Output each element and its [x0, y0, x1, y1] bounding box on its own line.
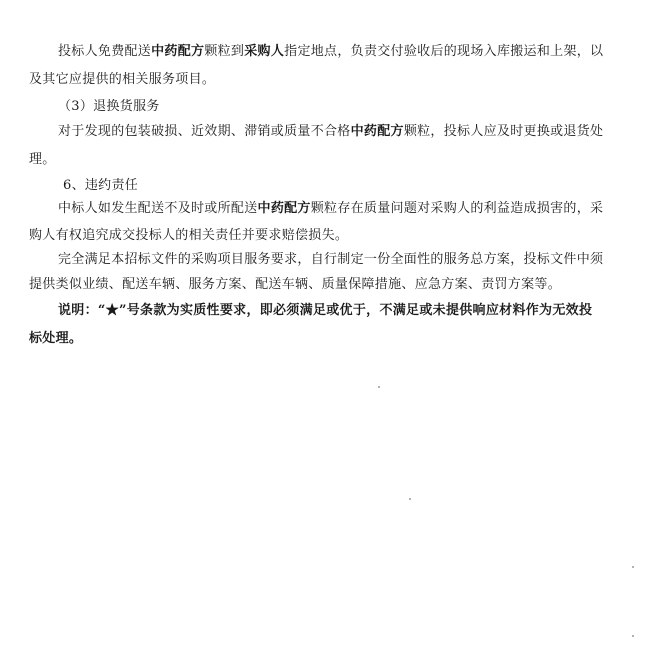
scan-speck	[632, 635, 634, 637]
emphasis-text: 中药配方	[151, 44, 205, 59]
scan-speck	[409, 498, 411, 500]
emphasis-text: 中药配方	[350, 124, 404, 139]
text-segment: 到	[230, 44, 245, 59]
paragraph-liability-line-1	[58, 201, 603, 217]
text-segment: 颗粒	[204, 44, 231, 59]
text-segment: 存在质量问题对采购人的利益造成损害的，采	[337, 201, 604, 216]
paragraph-requirements-line-2: 提供类似业绩、配送车辆、服务方案、配送车辆、质量保障措施、应急方案、责罚方案等。	[29, 277, 562, 292]
paragraph-requirements-line-1: 完全满足本招标文件的采购项目服务要求，自行制定一份全面性的服务总方案，投标文件中须	[58, 252, 604, 267]
paragraph-return-line-2: 理。	[29, 152, 56, 167]
paragraph-delivery-line-2: 及其它应提供的相关服务项目。	[29, 72, 216, 87]
text-segment: 中标人如发生配送不及时或所配送	[58, 201, 258, 216]
paragraph-return-line-1	[58, 124, 603, 140]
text-segment: 对于发现的包装破损、近效期、滞销或质量不合格	[58, 124, 351, 139]
text-segment: 颗粒	[310, 201, 338, 216]
scan-speck	[632, 566, 634, 568]
text-segment: 颗粒	[403, 124, 431, 139]
paragraph-liability-line-2: 购人有权追究成交投标人的相关责任并要求赔偿损失。	[29, 228, 349, 243]
section-heading-liability: 6、违约责任	[63, 178, 139, 193]
emphasis-text: 中药配方	[257, 201, 311, 216]
text-segment: 指定地点，负责交付验收后的现场入库搬运和上架，以	[284, 44, 604, 59]
note-line-1: 说明：“★”号条款为实质性要求，即必须满足或优于，不满足或未提供响应材料作为无效投	[58, 303, 593, 318]
section-heading-return-service: （3）退换货服务	[58, 99, 160, 114]
scan-speck	[378, 386, 380, 388]
text-segment: ，投标人应及时更换或退货处	[430, 124, 604, 139]
text-segment: 投标人免费配送	[58, 44, 152, 59]
paragraph-delivery-line-1	[58, 44, 603, 60]
emphasis-text: 采购人	[244, 44, 285, 59]
note-line-2: 标处理。	[29, 331, 83, 346]
